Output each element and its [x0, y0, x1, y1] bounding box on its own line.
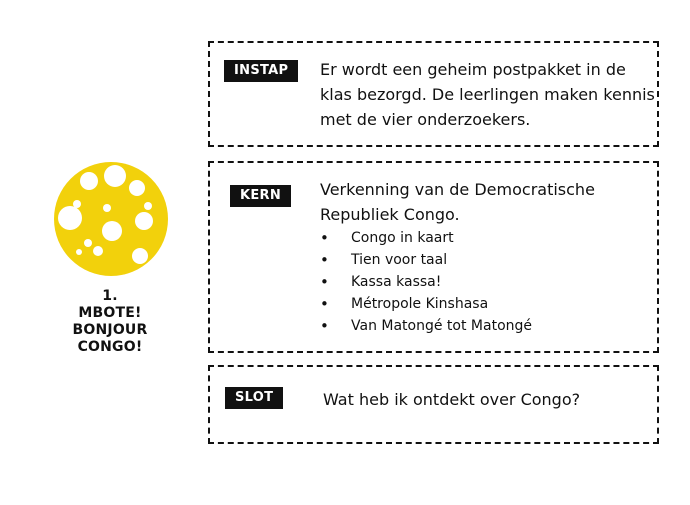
lesson-number: 1. — [102, 288, 118, 304]
instap-section — [208, 41, 659, 147]
instap-label: INSTAP — [224, 60, 298, 82]
slot-text: Wat heb ik ontdekt over Congo? — [323, 390, 581, 409]
kern-text: Verkenning van de Democratische Republiek Congo. — [320, 180, 595, 224]
kern-section — [208, 161, 659, 353]
kern-label: KERN — [230, 185, 291, 207]
kern-bullet-list — [320, 227, 532, 337]
list-item: • Van Matongé tot Matongé — [320, 315, 532, 337]
list-item: • Kassa kassa! — [320, 271, 532, 293]
list-item: • Congo in kaart — [320, 227, 532, 249]
lesson-title-line: MBOTE! — [78, 305, 142, 321]
list-item: • Métropole Kinshasa — [320, 293, 532, 315]
slot-section — [208, 365, 659, 444]
slot-label: SLOT — [225, 387, 283, 409]
cheese-circle-graphic — [52, 160, 170, 278]
lesson-title-line: BONJOUR — [72, 322, 148, 338]
instap-text: Er wordt een geheim postpakket in de klas bezorgd. De leerlingen maken kennis met de vier onderzoekers. — [320, 60, 655, 129]
list-item: • Tien voor taal — [320, 249, 532, 271]
lesson-title-line: CONGO! — [77, 339, 143, 355]
lesson-title — [40, 288, 180, 356]
yellow-dotted-circle-icon — [52, 160, 170, 278]
